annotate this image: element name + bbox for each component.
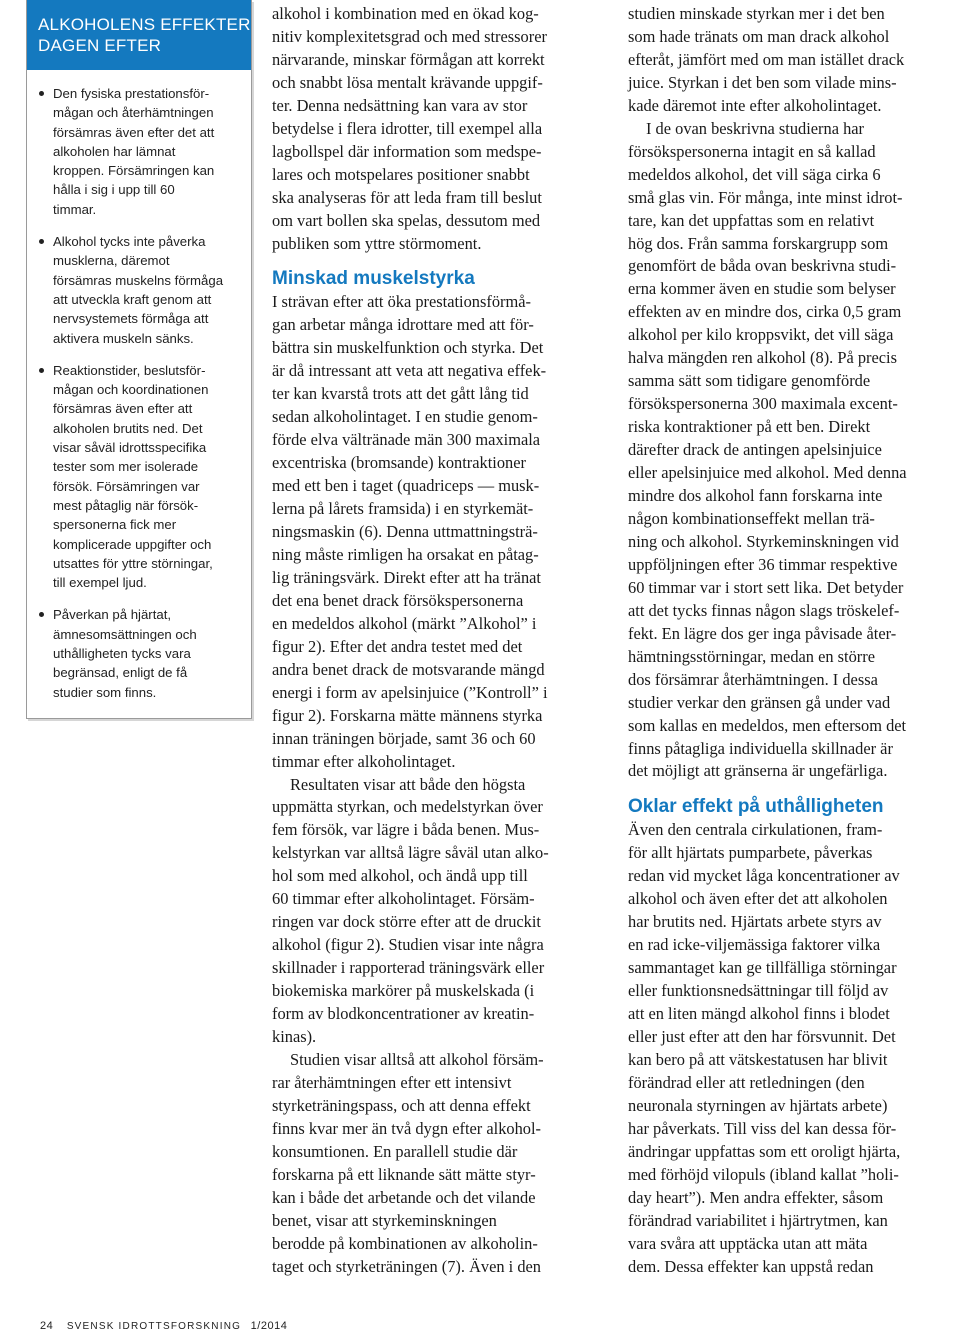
text-line: det ena benet drack försökspersonerna	[272, 590, 524, 610]
text-line: om vart bollen ska spelas, dessutom med	[272, 210, 541, 230]
text-line: ter kan kvarstå trots att det gått lång tid	[272, 384, 529, 404]
text-line: form av blodkoncentrationer av kreatin-	[272, 1004, 535, 1024]
fact-box-list	[27, 70, 251, 702]
text-line: publiken som yttre störmoment.	[272, 233, 482, 253]
text-line: andra benet drack de motsvarande mängd	[272, 659, 545, 679]
text-line: figur 2). Efter det andra testet med det	[272, 636, 523, 656]
text-line: förändrad variabilitet i hjärtrytmen, kan	[628, 1210, 888, 1230]
text-line: en medeldos alkohol (märkt ”Alkohol” i	[272, 613, 537, 633]
text-line: timmar efter alkoholintaget.	[272, 751, 456, 771]
text-line: kan i både det arbetande och det vilande	[272, 1187, 536, 1207]
text-line: forskarna på ett liknande sätt mätte styr-	[272, 1164, 536, 1184]
paragraph	[272, 291, 607, 773]
fact-box-item-line: spersonerna fick mer	[53, 517, 177, 533]
text-line: fem försök, var lägre i båda benen. Mus-	[272, 820, 540, 840]
fact-box-item-line: försämras även efter att	[53, 401, 193, 417]
text-line: och snabbt lösa mentalt krävande uppgif-	[272, 72, 543, 92]
fact-box-item-line: till exempel ljud.	[53, 575, 147, 591]
text-line: försökspersonerna 300 maximala excent-	[628, 394, 898, 414]
text-line: dos försämrar återhämtningen. I dessa	[628, 669, 878, 689]
section-heading: Oklar effekt på uthålligheten	[628, 796, 884, 818]
fact-box-item-line: mest påtaglig när försök-	[53, 497, 199, 513]
text-line: studien minskade styrkan mer i det ben	[628, 4, 885, 23]
text-line: innan träningen började, samt 36 och 60	[272, 728, 536, 748]
text-line: samma sätt som tidigare genomförde	[628, 371, 871, 391]
article-column-right	[628, 3, 958, 1278]
text-line: har brutits ned. Hjärtats arbete styrs av	[628, 912, 882, 932]
text-line: skillnader i rapporterad träningsvärk eller	[272, 958, 545, 978]
text-line: I de ovan beskrivna studierna har	[646, 118, 865, 138]
text-line: alkohol och även efter det att alkoholen	[628, 889, 888, 909]
text-line: dem. Dessa effekter kan uppstå redan	[628, 1256, 874, 1276]
text-line: studier verkar den gränsen gå under vad	[628, 692, 891, 712]
text-line: excentriska (bromsande) kontraktioner	[272, 453, 526, 473]
text-line: rar återhämtningen efter ett intensivt	[272, 1072, 512, 1092]
fact-box-item-line: tester som mer isolerade	[53, 459, 199, 475]
text-line: en rad icke-viljemässiga faktorer vilka	[628, 935, 881, 955]
text-line: försökspersonerna intagit en så kallad	[628, 141, 876, 161]
text-line: ter. Denna nedsättning kan vara av stor	[272, 95, 528, 115]
fact-box-item-line: alkoholen har lämnat	[53, 143, 176, 159]
text-line: kelstyrkan var alltså lägre såväl utan alko-	[272, 843, 549, 863]
text-line: med förhöjd vilopuls (ibland kallat ”holi-	[628, 1164, 899, 1184]
fact-box-item	[39, 361, 241, 593]
issue-number: 1/2014	[250, 1320, 288, 1332]
text-line: erna kommer även en studie som belyser	[628, 279, 896, 299]
text-line: sammantaget kan ge tillfälliga störningar	[628, 958, 897, 978]
text-line: neuronala styrningen av hjärtats arbete)	[628, 1095, 888, 1115]
paragraph	[628, 819, 958, 1278]
fact-box-item	[39, 232, 241, 348]
fact-box-item-line: försämras muskelns förmåga	[53, 272, 224, 288]
text-line: Studien visar alltså att alkohol försäm-	[290, 1049, 544, 1069]
text-line: ändringar uppfattas som ett oroligt hjärta,	[628, 1141, 901, 1161]
fact-box-title-line: DAGEN EFTER	[38, 36, 162, 55]
text-line: riska kontraktioner på ett ben. Direkt	[628, 417, 871, 437]
fact-box-item-line: att utveckla kraft genom att	[53, 291, 212, 307]
fact-box-item-line: hålla i sig i upp till 60	[53, 182, 175, 198]
text-line: mindre dos alkohol fann forskarna inte	[628, 486, 883, 506]
text-line: har påverkats. Till viss del kan dessa för-	[628, 1118, 897, 1138]
text-line: ningsmaskin (6). Denna uttmattningsträ-	[272, 522, 538, 542]
fact-box-item-line: försämras även efter det att	[53, 124, 215, 140]
text-line: lerna på lårets framsida) i en styrkemät-	[272, 499, 534, 519]
text-line: redan vid mycket låga koncentrationer av	[628, 866, 900, 886]
text-line: tare, kan det uppfattas som en relativt	[628, 210, 875, 230]
text-line: ringen var dock större efter att de druckit	[272, 912, 541, 932]
text-line: finns påtagliga individuella skillnader är	[628, 738, 893, 758]
text-line: förde elva vältränade män 300 maximala	[272, 430, 541, 450]
fact-box-item-line: mågan och återhämtningen	[53, 105, 214, 121]
text-line: Även den centrala cirkulationen, fram-	[628, 820, 883, 840]
fact-box-item-line: mågan och koordinationen	[53, 382, 209, 398]
fact-box-item-line: försök. Försämringen var	[53, 478, 200, 494]
fact-box-item-line: studier som finns.	[53, 684, 157, 700]
paragraph	[272, 3, 607, 255]
text-line: bättra sin muskelfunktion och styrka. Det	[272, 338, 544, 358]
text-line: 60 timmar efter alkoholintaget. Försäm-	[272, 889, 535, 909]
text-line: biokemiska markörer på muskelskada (i	[272, 981, 535, 1001]
text-line: lagbollspel där information som medspe-	[272, 141, 542, 161]
text-line: genomfört de båda ovan beskrivna studi-	[628, 256, 897, 276]
text-line: uppmätta styrkan, och medelstyrkan över	[272, 797, 543, 817]
fact-box	[26, 0, 252, 719]
fact-box-item	[39, 84, 241, 219]
fact-box-item-line: Reaktionstider, beslutsför-	[53, 362, 206, 378]
text-line: kinas).	[272, 1026, 317, 1046]
fact-box-item-line: ämnesomsättningen och	[53, 626, 197, 642]
text-line: efteråt, jämfört med om man istället drack	[628, 49, 905, 69]
text-line: att en liten mängd alkohol finns i blodet	[628, 1004, 890, 1024]
fact-box-item-line: utsattes för yttre störningar,	[53, 555, 213, 571]
text-line: ning och alkohol. Styrkeminskningen vid	[628, 531, 899, 551]
fact-box-item-line: Alkohol tycks inte påverka	[53, 234, 206, 250]
text-line: eller just efter att den har försvunnit. Det	[628, 1026, 896, 1046]
text-line: betydelse i flera idrotter, till exempel alla	[272, 118, 543, 138]
text-line: hämtningsstörningar, medan en större	[628, 646, 875, 666]
fact-box-title-line: ALKOHOLENS EFFEKTER	[38, 15, 251, 34]
text-line: ska analyseras för att leda fram till beslut	[272, 187, 542, 207]
fact-box-item-line: Påverkan på hjärtat,	[53, 607, 172, 623]
text-line: kade däremot inte efter alkoholintaget.	[628, 95, 882, 115]
page-footer	[40, 1320, 287, 1332]
text-line: styrketräningspass, och att denna effekt	[272, 1095, 531, 1115]
text-line: det möjligt att gränserna är ungefärliga.	[628, 761, 888, 781]
text-line: eller apelsinjuice med alkohol. Med denna	[628, 463, 907, 483]
paragraph	[272, 774, 607, 1049]
fact-box-title	[27, 0, 251, 70]
fact-box-item-line: timmar.	[53, 201, 97, 217]
text-line: små glas vin. För många, inte minst idrot-	[628, 187, 903, 207]
paragraph	[628, 3, 958, 118]
text-line: eller funktionsnedsättningar till följd av	[628, 981, 889, 1001]
text-line: halva mängden ren alkohol (8). På precis	[628, 348, 897, 368]
fact-box-item-line: Den fysiska prestationsför-	[53, 86, 210, 101]
text-line: juice. Styrkan i det ben som vilade mins-	[628, 72, 897, 92]
article-column-middle	[272, 3, 607, 1278]
text-line: som hade tränats om man drack alkohol	[628, 26, 890, 46]
fact-box-item-line: kroppen. Försämringen kan	[53, 163, 215, 179]
fact-box-item-line: visar såväl idrottsspecifika	[53, 440, 207, 456]
fact-box-item-line: nervsystemets förmåga att	[53, 311, 209, 327]
section-heading: Minskad muskelstyrka	[272, 268, 475, 290]
fact-box-item-line: musklerna, däremot	[53, 253, 170, 269]
text-line: att det tycks finnas någon slags tröskelef-	[628, 600, 900, 620]
text-line: 60 timmar var i stort sett lika. Det betyder	[628, 577, 904, 597]
paragraph	[272, 1049, 607, 1279]
text-line: hol som med alkohol, och ändå upp till	[272, 866, 528, 886]
text-line: nitiv komplexitetsgrad och med stressorer	[272, 26, 547, 46]
fact-box-item-line: alkoholen brutits ned. Det	[53, 420, 203, 436]
page-number: 24	[40, 1320, 54, 1332]
text-line: berodde på kombinationen av alkoholin-	[272, 1233, 538, 1253]
text-line: finns kvar mer än två dygn efter alkohol-	[272, 1118, 541, 1138]
text-line: närvarande, minskar förmågan att korrekt	[272, 49, 545, 69]
text-line: taget och styrketräningen (7). Även i den	[272, 1256, 541, 1276]
fact-box-item-line: uthålligheten tycks vara	[53, 646, 191, 662]
text-line: konsumtionen. En parallell studie där	[272, 1141, 518, 1161]
text-line: benet, visar att styrkeminskningen	[272, 1210, 497, 1230]
text-line: uppföljningen efter 36 timmar respektive	[628, 554, 898, 574]
text-line: med ett ben i taget (quadriceps — musk-	[272, 476, 540, 496]
text-line: vara svåra att upptäcka utan att mäta	[628, 1233, 868, 1253]
fact-box-item-line: begränsad, enligt de få	[53, 665, 188, 681]
text-line: för allt hjärtats pumparbete, påverkas	[628, 843, 873, 863]
text-line: medeldos alkohol, det vill säga cirka 6	[628, 164, 881, 184]
text-line: är då intressant att veta att negativa effek-	[272, 361, 547, 381]
fact-box-item-line: aktivera muskeln sänks.	[53, 330, 194, 346]
text-line: energi i form av apelsinjuice (”Kontroll” i	[272, 682, 548, 702]
paragraph	[628, 118, 958, 784]
text-line: fekt. En lägre dos ger inga påvisade åter-	[628, 623, 897, 643]
text-line: day heart”). Men andra effekter, såsom	[628, 1187, 884, 1207]
text-line: kan bero på att vätskestatusen har blivit	[628, 1049, 888, 1069]
text-line: alkohol i kombination med en ökad kog-	[272, 4, 539, 23]
text-line: effekten av en mindre dos, cirka 0,5 gram	[628, 302, 902, 322]
text-line: I strävan efter att öka prestationsförmå-	[272, 292, 531, 312]
text-line: figur 2). Forskarna mätte männens styrka	[272, 705, 543, 725]
text-line: någon kombinationseffekt mellan trä-	[628, 508, 875, 528]
text-line: ning måste rimligen ha orsakat en påtag-	[272, 544, 539, 564]
text-line: lares och motspelares positioner snabbt	[272, 164, 530, 184]
text-line: sedan alkoholintaget. I en studie genom-	[272, 407, 538, 427]
text-line: hög dos. Från samma forskargrupp som	[628, 233, 889, 253]
publication-name: SVENSK IDROTTSFORSKNING	[66, 1321, 242, 1332]
text-line: därefter drack de antingen apelsinjuice	[628, 440, 882, 460]
fact-box-item	[39, 605, 241, 701]
text-line: förändrad eller att retledningen (den	[628, 1072, 865, 1092]
text-line: som kallas en medeldos, men eftersom det	[628, 715, 907, 735]
text-line: gan arbetar många idrottare med att för-	[272, 315, 534, 335]
text-line: alkohol (figur 2). Studien visar inte några	[272, 935, 544, 955]
fact-box-item-line: komplicerade uppgifter och	[53, 536, 212, 552]
text-line: Resultaten visar att både den högsta	[290, 774, 526, 794]
text-line: lig träningsvärk. Direkt efter att ha tränat	[272, 567, 541, 587]
text-line: alkohol per kilo kroppsvikt, det vill säga	[628, 325, 894, 345]
